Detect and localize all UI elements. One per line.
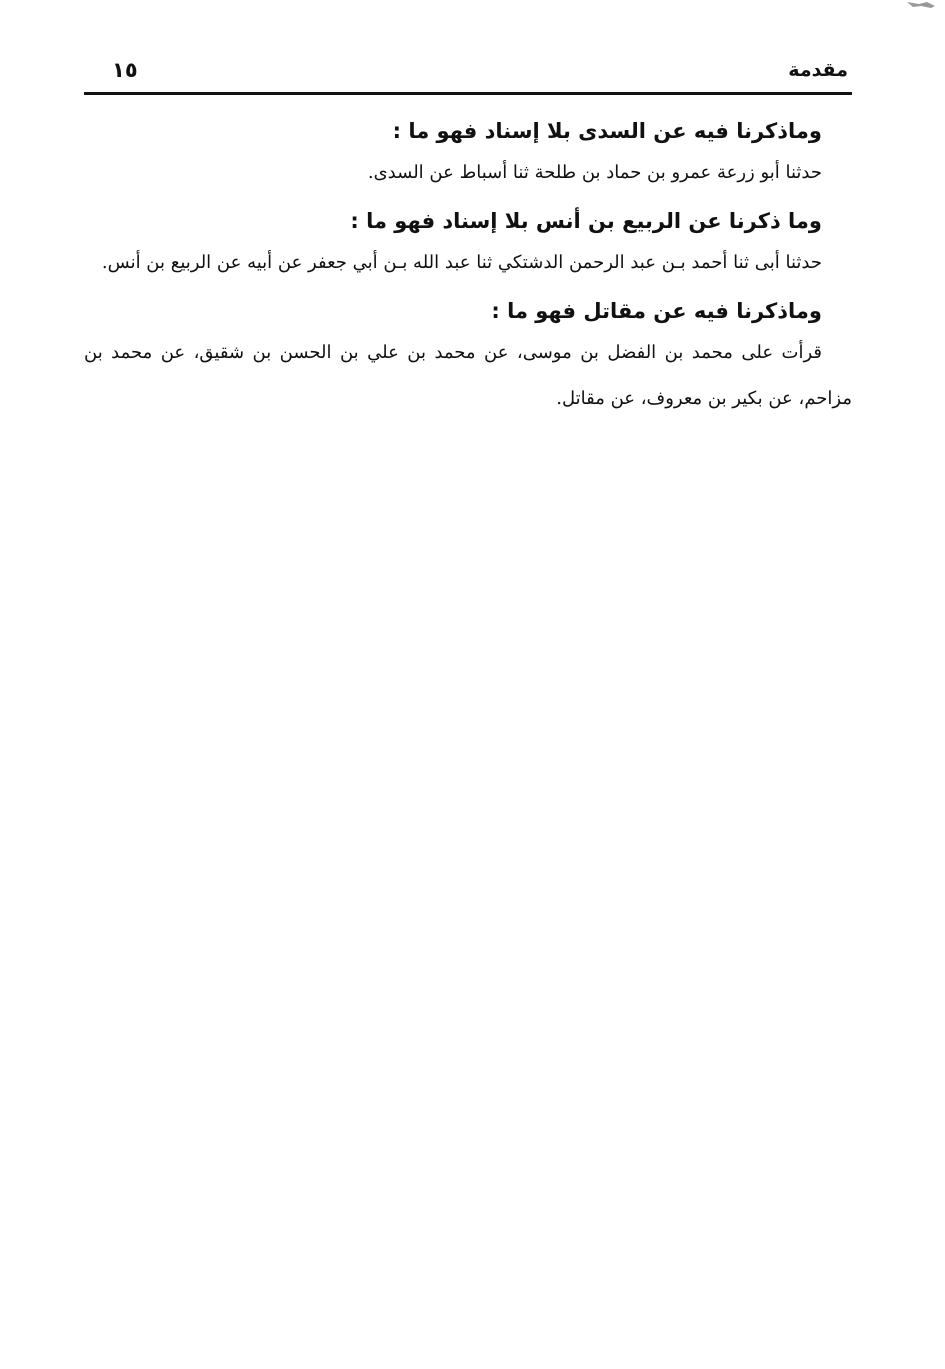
page-content <box>84 112 852 428</box>
page-header <box>84 54 852 94</box>
section-heading: وما ذكرنا عن الربيع بن أنس بلا إسناد فهو ما : <box>350 209 822 233</box>
running-title: مقدمة <box>788 59 848 81</box>
scan-speck-mark <box>905 0 939 10</box>
section-rabi <box>84 202 852 286</box>
section-body: قرأت على محمد بن الفضل بن موسى، عن محمد بن علي بن الحسن بن شقيق، عن محمد بن مزاحم، عن بكير بن معروف، عن مقاتل. <box>84 342 852 409</box>
page-number: ١٥ <box>112 58 138 82</box>
section-muqatil <box>84 292 852 422</box>
header-rule <box>84 92 852 95</box>
section-body: حدثنا أبو زرعة عمرو بن حماد بن طلحة ثنا أسباط عن السدى. <box>367 162 822 183</box>
section-heading: وماذكرنا فيه عن مقاتل فهو ما : <box>491 299 822 323</box>
section-heading: وماذكرنا فيه عن السدى بلا إسناد فهو ما : <box>392 119 822 143</box>
section-body: حدثنا أبى ثنا أحمد بـن عبد الرحمن الدشتكي ثنا عبد الله بـن أبي جعفر عن أبيه عن الربيع بن أنس. <box>101 252 822 273</box>
section-suddi <box>84 112 852 196</box>
